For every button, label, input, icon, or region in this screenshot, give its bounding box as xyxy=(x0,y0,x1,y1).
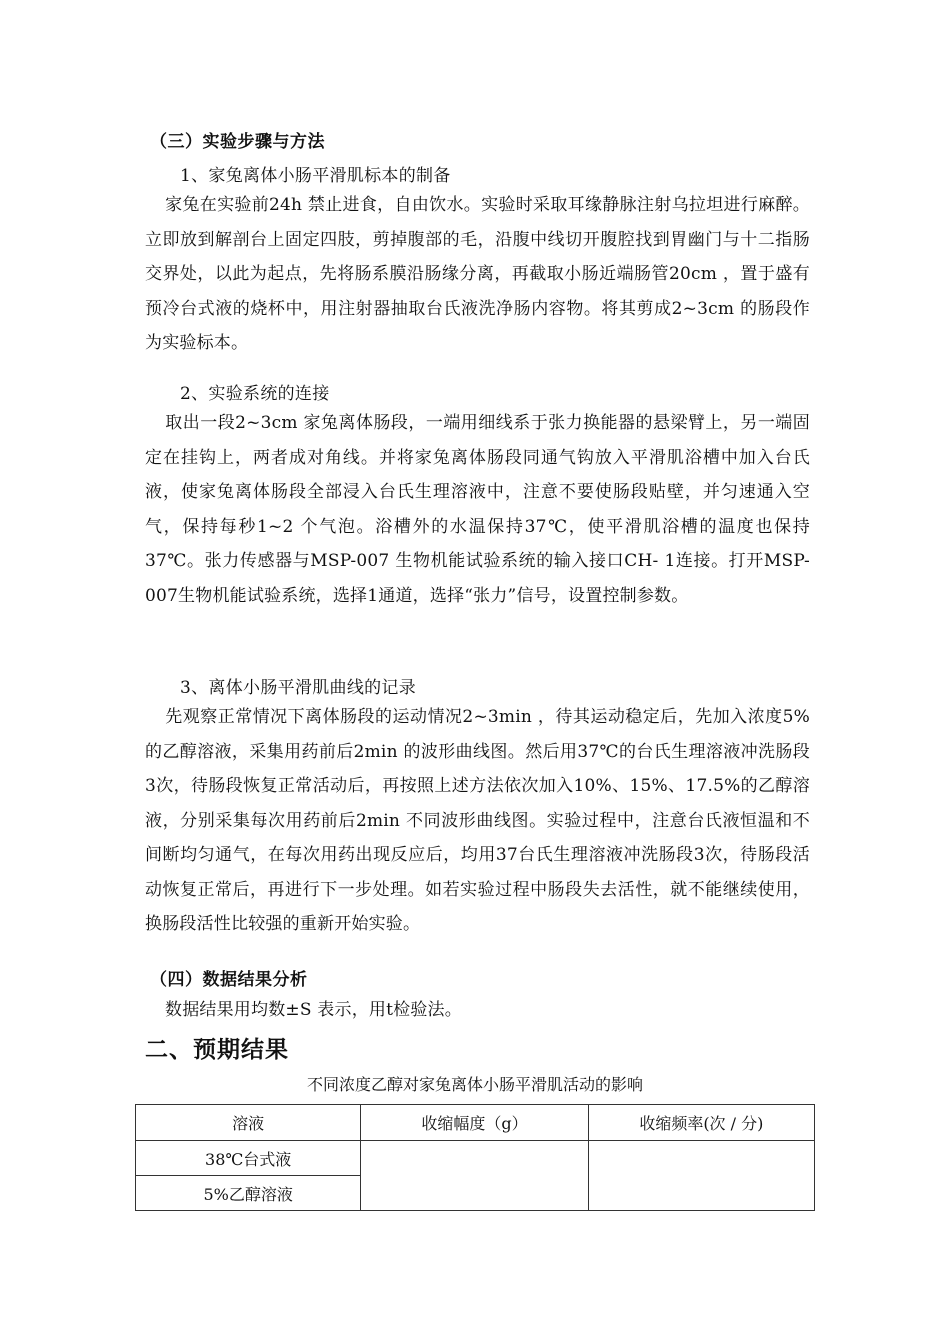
row-solution-cell: 38℃台式液 xyxy=(136,1141,361,1176)
header-solution: 溶液 xyxy=(136,1105,361,1141)
header-frequency: 收缩频率(次 / 分) xyxy=(588,1105,814,1141)
results-table xyxy=(135,1104,815,1211)
step3-title: 3、离体小肠平滑肌曲线的记录 xyxy=(180,678,417,698)
table-row xyxy=(136,1141,815,1176)
row-solution-cell: 5%乙醇溶液 xyxy=(136,1176,361,1211)
table-caption: 不同浓度乙醇对家兔离体小肠平滑肌活动的影响 xyxy=(306,1075,643,1094)
step3-paragraph: 先观察正常情况下离体肠段的运动情况2~3min ，待其运动稳定后，先加入浓度5%的乙醇溶液，采集用药前后2min 的波形曲线图。然后用37℃的台氏生理溶液冲洗肠段3次，待肠段恢复正常活动后，再按照上述方法依次加入10%、15%、17.5%的乙醇溶液，分别采集每次用药前后2min 不同波形曲线图。实验过程中，注意台氏液恒温和不间断均匀通气，在每次用药出现反应后，均用37台氏生理溶液冲洗肠段3次，待肠段活动恢复正常后，再进行下一步处理。如若实验过程中肠段失去活性，就不能继续使用，换肠段活性比较强的重新开始实验。 xyxy=(145,707,810,934)
section-heading-3: （三）实验步骤与方法 xyxy=(150,132,325,152)
header-amplitude: 收缩幅度（g） xyxy=(361,1105,588,1141)
step2-title: 2、实验系统的连接 xyxy=(180,384,330,404)
section-heading-4: （四）数据结果分析 xyxy=(150,970,308,990)
frequency-cell xyxy=(588,1141,814,1211)
expected-results-heading: 二、预期结果 xyxy=(145,1037,289,1063)
table-header-row xyxy=(136,1105,815,1141)
analysis-paragraph: 数据结果用均数±S 表示，用t检验法。 xyxy=(165,1000,462,1020)
step1-paragraph: 家兔在实验前24h 禁止进食，自由饮水。实验时采取耳缘静脉注射乌拉坦进行麻醉。立即放到解剖台上固定四肢，剪掉腹部的毛，沿腹中线切开腹腔找到胃幽门与十二指肠交界处，以此为起点，先将肠系膜沿肠缘分离，再截取小肠近端肠管20cm ，置于盛有预冷台式液的烧杯中，用注射器抽取台氏液洗净肠内容物。将其剪成2~3cm 的肠段作为实验标本。 xyxy=(145,195,810,353)
step1-title: 1、家兔离体小肠平滑肌标本的制备 xyxy=(180,166,451,186)
amplitude-cell xyxy=(361,1141,588,1211)
step2-paragraph: 取出一段2~3cm 家兔离体肠段，一端用细线系于张力换能器的悬梁臂上，另一端固定在挂钩上，两者成对角线。并将家兔离体肠段同通气钩放入平滑肌浴槽中加入台氏液，使家兔离体肠段全部浸入台氏生理溶液中，注意不要使肠段贴壁，并匀速通入空气，保持每秒1~2 个气泡。浴槽外的水温保持37℃，使平滑肌浴槽的温度也保持37℃。张力传感器与MSP-007 生物机能试验系统的输入接口CH- 1连接。打开MSP-007生物机能试验系统，选择1通道，选择“张力”信号，设置控制参数。 xyxy=(145,413,810,606)
